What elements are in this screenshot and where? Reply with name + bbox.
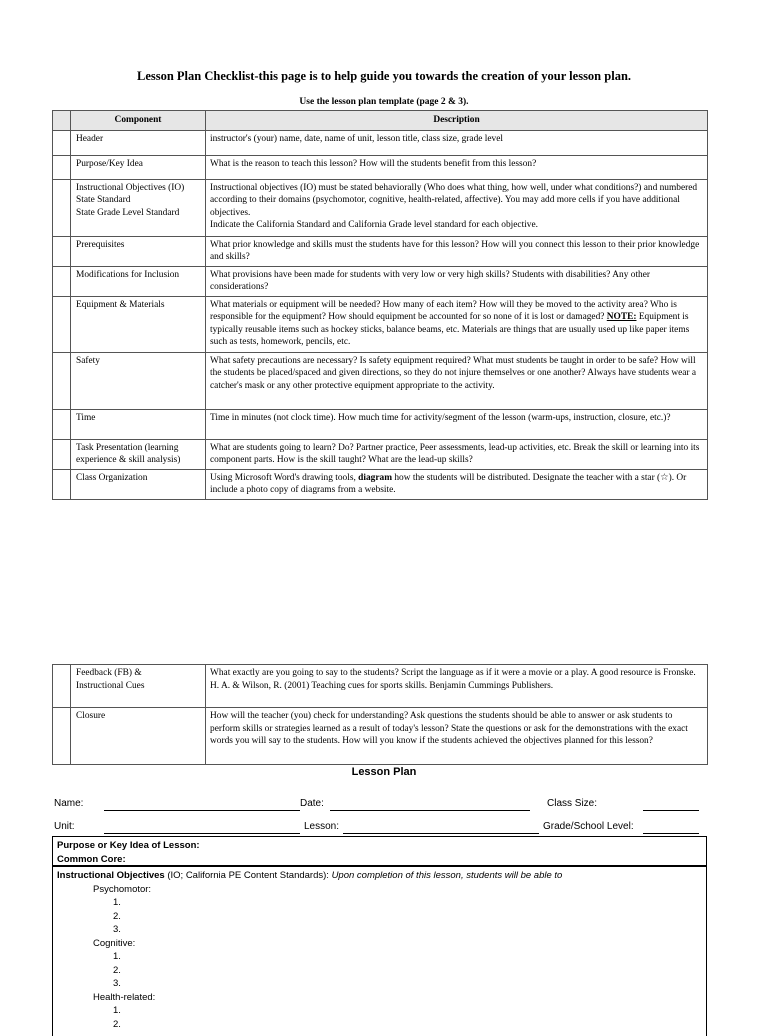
table-row: [53, 665, 708, 708]
description-cell: What safety precautions are necessary? Is safety equipment required? What must students be taught in order to be safe? How will the students be placed/spaced and given directions, so they do not injure themselves or one another? Always have students wear a catcher's mask or any other protective equipment appropriate to the activity.: [206, 352, 708, 409]
description-cell: What is the reason to teach this lesson? How will the students benefit from this lesson?: [206, 155, 708, 179]
document-subtitle: Use the lesson plan template (page 2 & 3).: [299, 97, 469, 107]
table-row: [53, 469, 708, 499]
component-cell: Safety: [71, 352, 206, 409]
table-row: [53, 130, 708, 155]
objective-item[interactable]: 3.: [113, 978, 121, 989]
class-size-label: Class Size:: [547, 798, 598, 809]
diagram-word: diagram: [358, 472, 393, 483]
description-cell: What are students going to learn? Do? Partner practice, Peer assessments, lead-up activities, etc. Break the skill or learning into its component parts. How is the skill taught? What are the lead-up skills?: [206, 439, 708, 469]
row-blank-cell: [53, 155, 71, 179]
description-text: Equipment is typically reusable items such as hockey sticks, balance beams, etc. Materials are things that are usually used up like paper items such as tests, homework, pencils, etc.: [210, 312, 690, 347]
description-cell: How will the teacher (you) check for understanding? Ask questions the students should be able to answer or ask students to perform skills or strategies learned as a result of today's lesson? State the questions or ask for the demonstrations with the exact words you will say to the students. How will you know if the students achieved the objectives planned for this lesson?: [206, 708, 708, 765]
component-cell: Class Organization: [71, 469, 206, 499]
description-text: Using Microsoft Word's drawing tools,: [210, 472, 359, 483]
row-blank-cell: [53, 409, 71, 439]
objective-item[interactable]: 2.: [113, 964, 121, 976]
header-component: Component: [71, 111, 206, 131]
lesson-label: Lesson:: [304, 821, 340, 832]
io-paren: (IO; California PE Content Standards):: [164, 870, 332, 881]
description-cell: [206, 296, 708, 352]
component-cell: Closure: [71, 708, 206, 765]
checklist-table: [52, 110, 708, 500]
purpose-box[interactable]: [52, 836, 707, 866]
objective-item[interactable]: 2.: [113, 910, 121, 922]
row-blank-cell: [53, 296, 71, 352]
description-cell: What prior knowledge and skills must the students have for this lesson? How will you connect this lesson to their prior knowledge and skills?: [206, 236, 708, 266]
objective-item[interactable]: 3.: [113, 924, 121, 935]
domain-health-related: Health-related:: [93, 991, 156, 1003]
component-cell: Feedback (FB) & Instructional Cues: [71, 665, 206, 708]
component-cell: Prerequisites: [71, 236, 206, 266]
description-text: how the students will be distributed. Designate the teacher with a star (☆). Or include a photo copy of diagrams from a website.: [210, 472, 687, 495]
domain-psychomotor: Psychomotor:: [93, 883, 152, 895]
header-blank-cell: [53, 111, 71, 131]
name-date-size-row: [0, 798, 768, 814]
description-cell: Instructional objectives (IO) must be stated behaviorally (Who does what thing, how well, under what conditions?) and numbered according to their domains (psychomotor, cognitive, health-related, affective). You may add more cells if you have additional objectives. Indicate the California Standard and California Grade level standard for each objective.: [206, 179, 708, 236]
class-size-field[interactable]: [643, 810, 699, 811]
date-label: Date:: [300, 798, 324, 809]
row-blank-cell: [53, 439, 71, 469]
name-label: Name:: [54, 798, 84, 809]
table-row: [53, 155, 708, 179]
component-cell: Purpose/Key Idea: [71, 155, 206, 179]
objective-item[interactable]: 2.: [113, 1018, 121, 1030]
common-core-label: Common Core:: [57, 853, 126, 865]
objective-item[interactable]: 1.: [113, 1005, 121, 1016]
header-description: Description: [206, 111, 708, 131]
table-row: [53, 708, 708, 765]
name-field[interactable]: [104, 810, 300, 811]
table-row: [53, 236, 708, 266]
table-row: [53, 296, 708, 352]
row-blank-cell: [53, 266, 71, 296]
instructional-objectives-box[interactable]: [52, 866, 707, 1036]
component-cell: Modifications for Inclusion: [71, 266, 206, 296]
component-cell: Equipment & Materials: [71, 296, 206, 352]
lesson-field[interactable]: [343, 833, 539, 834]
description-text: What materials or equipment will be needed? How many of each item? How will they be moved to the activity area? Who is responsible for the equipment? How should equipment be accounted for so none of it is lost or damaged?: [210, 299, 677, 322]
domain-cognitive: Cognitive:: [93, 937, 136, 949]
purpose-label: Purpose or Key Idea of Lesson:: [57, 840, 200, 851]
component-cell: Instructional Objectives (IO) State Standard State Grade Level Standard: [71, 179, 206, 236]
row-blank-cell: [53, 469, 71, 499]
table-row: [53, 439, 708, 469]
grade-level-field[interactable]: [643, 833, 699, 834]
table-row: [53, 179, 708, 236]
table-row: [53, 266, 708, 296]
row-blank-cell: [53, 352, 71, 409]
row-blank-cell: [53, 236, 71, 266]
checklist-header-row: [53, 111, 708, 131]
unit-lesson-grade-row: [0, 821, 768, 837]
table-row: [53, 409, 708, 439]
io-label: Instructional Objectives: [57, 870, 165, 881]
date-field[interactable]: [330, 810, 530, 811]
component-cell: Task Presentation (learning experience & skill analysis): [71, 439, 206, 469]
row-blank-cell: [53, 130, 71, 155]
checklist-table-continued: [52, 664, 708, 765]
document-title: Lesson Plan Checklist-this page is to help guide you towards the creation of your lesson plan.: [136, 69, 632, 83]
note-label: NOTE:: [606, 312, 637, 322]
row-blank-cell: [53, 179, 71, 236]
row-blank-cell: [53, 708, 71, 765]
lesson-plan-title: Lesson Plan: [351, 766, 417, 778]
component-cell: Time: [71, 409, 206, 439]
unit-field[interactable]: [104, 833, 300, 834]
io-heading: [57, 869, 702, 883]
description-cell: What exactly are you going to say to the students? Script the language as if it were a movie or a play. A good resource is Fronske. H. A. & Wilson, R. (2001) Teaching cues for sports skills. Benjamin Cummings Publishers.: [206, 665, 708, 708]
component-cell: Header: [71, 130, 206, 155]
description-cell: instructor's (your) name, date, name of unit, lesson title, class size, grade level: [206, 130, 708, 155]
grade-level-label: Grade/School Level:: [543, 821, 634, 832]
description-cell: [206, 469, 708, 499]
row-blank-cell: [53, 665, 71, 708]
objective-item[interactable]: 1.: [113, 897, 121, 908]
io-italic: Upon completion of this lesson, students will be able to: [331, 870, 563, 881]
unit-label: Unit:: [54, 821, 75, 832]
objective-item[interactable]: 1.: [113, 951, 121, 962]
description-cell: Time in minutes (not clock time). How much time for activity/segment of the lesson (warm-ups, instruction, closure, etc.)?: [206, 409, 708, 439]
table-row: [53, 352, 708, 409]
description-cell: What provisions have been made for students with very low or very high skills? Students with disabilities? Any other considerations?: [206, 266, 708, 296]
